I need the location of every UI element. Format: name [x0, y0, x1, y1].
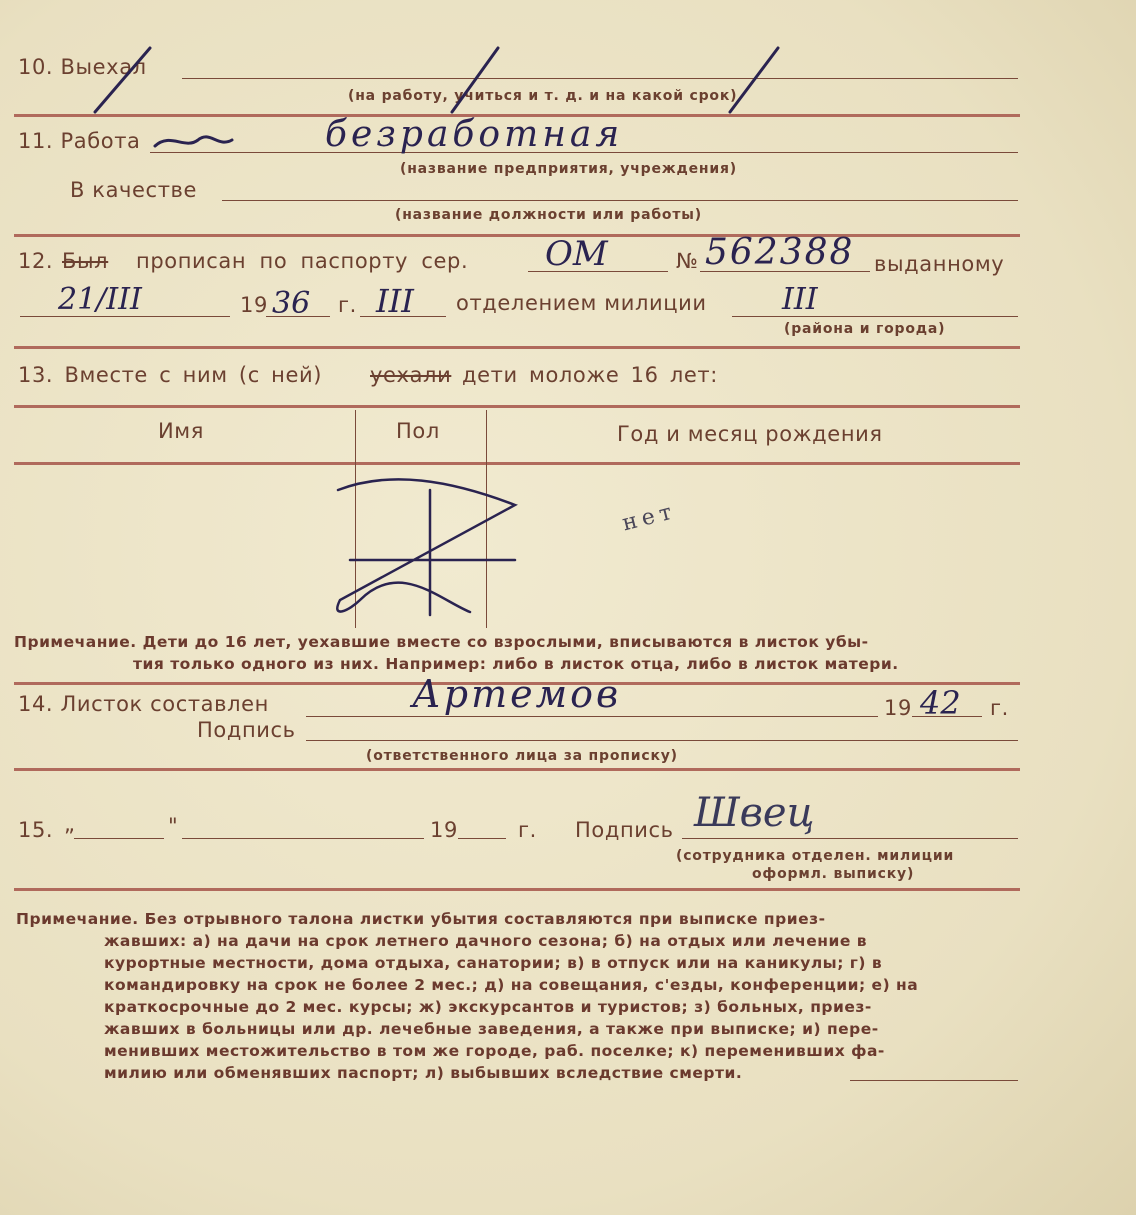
- field-12-dept-label: отделением милиции: [456, 291, 707, 315]
- field-13-label-a: 13. Вместе с ним (с ней): [18, 363, 323, 387]
- note-2-line: курортные местности, дома отдыха, санатории; в) в отпуск или на каникулы; г) в: [104, 954, 883, 972]
- note-2-line: краткосрочные до 2 мес. курсы; ж) экскурсантов и туристов; з) больных, приез-: [104, 998, 872, 1016]
- field-13-label-b: дети моложе 16 лет:: [462, 363, 718, 387]
- note-2-line: Примечание. Без отрывного талона листки убытия составляются при выписке приез-: [16, 910, 826, 928]
- field-15-year-prefix: 19: [430, 818, 458, 842]
- note-2-line: менивших местожительство в том же городе, раб. поселке; к) переменивших фа-: [104, 1042, 885, 1060]
- field-12-label-struck: Был: [62, 249, 109, 273]
- field-12-number-label: №: [676, 249, 699, 273]
- field-12-dept-city-handwritten: III: [782, 282, 818, 317]
- field-14-hint: (ответственного лица за прописку): [366, 748, 678, 764]
- field-11-position-label: В качестве: [70, 178, 198, 202]
- field-14-sign-label: Подпись: [197, 718, 296, 742]
- table-header-name: Имя: [158, 419, 204, 443]
- field-15-hint-line-1: (сотрудника отделен. милиции: [676, 848, 955, 864]
- field-15-hint-line-2: оформл. выписку): [752, 866, 915, 882]
- field-10-dash-stroke-1: [95, 48, 150, 112]
- field-14-g-label: г.: [990, 696, 1009, 720]
- field-11-employment-handwritten: безработная: [325, 114, 624, 155]
- field-15-quote-open: „: [64, 812, 76, 836]
- note-2-line: милию или обменявших паспорт; л) выбывших вследствие смерти.: [104, 1064, 743, 1082]
- field-12-label: 12.: [18, 249, 54, 273]
- field-12-g-label: г.: [338, 293, 357, 317]
- field-10-label: 10. Выехал: [18, 55, 147, 79]
- note-2-line: жавших в больницы или др. лечебные заведения, а также при выписке; и) пере-: [104, 1020, 879, 1038]
- field-13-label-struck: уехали: [370, 363, 452, 387]
- field-10-hint: (на работу, учиться и т. д. и на какой срок): [348, 88, 738, 104]
- note-1-line-2: тия только одного из них. Например: либо в листок отца, либо в листок матери.: [133, 655, 899, 673]
- note-2-line: жавших: а) на дачи на срок летнего дачного сезона; б) на отдых или лечение в: [104, 932, 868, 950]
- table-header-sex: Пол: [396, 419, 440, 443]
- field-12-series-handwritten: ОМ: [545, 234, 608, 274]
- field-15-signature: Швец: [694, 790, 815, 836]
- table-stamp-text: нет: [619, 498, 680, 537]
- field-12-year-prefix: 19: [240, 293, 268, 317]
- field-15-label: 15.: [18, 818, 54, 842]
- field-12-label-rest: прописан по паспорту сер.: [136, 249, 469, 273]
- note-2-line: командировку на срок не более 2 мес.; д) на совещания, с'езды, конференции; е) на: [104, 976, 919, 994]
- field-10-dash-stroke-2: [452, 48, 498, 112]
- field-14-year-prefix: 19: [884, 696, 912, 720]
- field-15-quote-close: ": [168, 814, 179, 838]
- field-14-year-handwritten: 42: [920, 684, 961, 722]
- field-11-label: 11. Работа: [18, 129, 141, 153]
- field-11-hint-org: (название предприятия, учреждения): [400, 161, 737, 177]
- field-11-hint-position: (название должности или работы): [395, 207, 702, 223]
- field-10-dash-stroke-3: [730, 48, 778, 112]
- note-1-line-1: Примечание. Дети до 16 лет, уехавшие вместе со взрослыми, вписываются в листок убы-: [14, 633, 869, 651]
- field-11-ending-scribble: [155, 137, 232, 146]
- field-14-compiler-handwritten: Артемов: [412, 672, 622, 716]
- field-15-g-label: г.: [518, 818, 537, 842]
- field-14-label: 14. Листок составлен: [18, 692, 269, 716]
- dash-z-mark: [337, 479, 515, 615]
- field-15-sign-label: Подпись: [575, 818, 674, 842]
- field-12-number-handwritten: 562388: [705, 232, 855, 273]
- field-12-hint-region: (района и города): [784, 321, 946, 337]
- field-12-year-handwritten: 36: [272, 286, 311, 321]
- field-12-issued-label: выданному: [874, 252, 1005, 276]
- field-12-date-handwritten: 21/III: [58, 282, 142, 317]
- field-12-dept-handwritten: III: [376, 282, 414, 320]
- table-header-birth: Год и месяц рождения: [617, 422, 883, 446]
